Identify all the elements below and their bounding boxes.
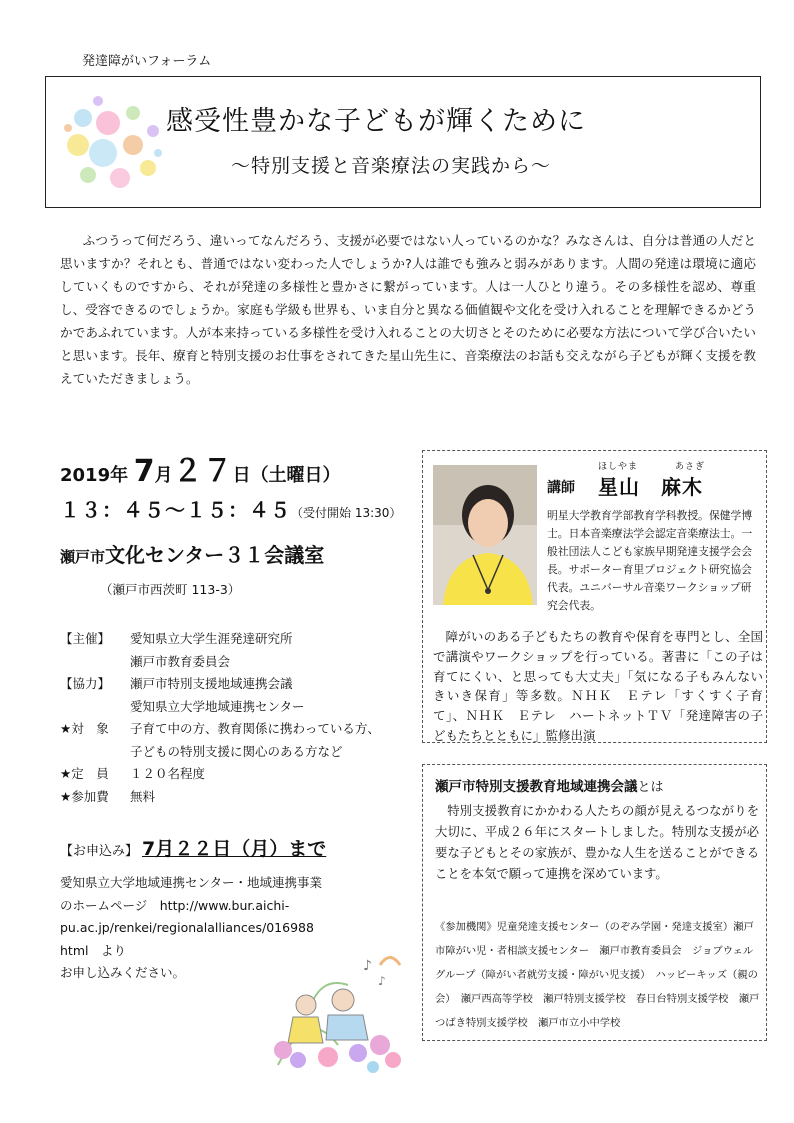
info-key [60, 696, 130, 719]
venue-city: 瀬戸市 [60, 548, 106, 566]
lecturer-ruby-given: あさぎ [675, 462, 706, 472]
apply-url-line[interactable]: のホームページ http://www.bur.aichi- [60, 897, 290, 913]
portrait-image [433, 465, 537, 605]
event-weekday: （土曜日） [250, 465, 341, 486]
series-label: 発達障がいフォーラム [82, 54, 212, 69]
venue-address: （瀬戸市西茨町 113-3） [100, 582, 241, 597]
info-row [60, 628, 380, 651]
bubbles-decoration [58, 83, 170, 198]
children-flowers-illustration [268, 945, 412, 1075]
info-row [60, 696, 380, 719]
lecturer-profile: 障がいのある子どもたちの教育や保育を専門とし、全国で講演やワークショップを行っている。著書に「この子は育てにくい、と思っても大丈夫」「気になる子もみんないきいき保育」等多数。ＮＨＫ Ｅテレ「すくすく子育て」、ＮＨＫ Ｅテレ ハートネットＴＶ「発達障害の子どもたちとともに」監修出演 [433, 629, 763, 743]
event-info-list [60, 628, 380, 808]
info-value: 愛知県立大学生涯発達研究所 [130, 631, 293, 646]
venue-name: 文化センター３１会議室 [105, 543, 325, 567]
info-key [60, 651, 130, 674]
info-row [60, 651, 380, 674]
event-day-unit: 日 [232, 465, 251, 486]
info-row [60, 718, 380, 741]
event-time-range: １３：４５～１５：４５ [60, 498, 291, 522]
apply-deadline [60, 834, 326, 861]
council-box [422, 764, 767, 1041]
reception-time: （受付開始 13:30） [291, 506, 402, 520]
apply-line: お申し込みください。 [60, 965, 186, 980]
event-month: 7 [133, 454, 155, 489]
main-title: 感受性豊かな子どもが輝くために [166, 106, 586, 137]
info-row [60, 763, 380, 786]
event-year-unit: 年 [110, 465, 129, 486]
event-date [60, 446, 341, 490]
deadline-date: 7月２２日（月）まで [142, 838, 327, 860]
info-key: 【協力】 [60, 676, 111, 691]
info-value: 子育て中の方、教育関係に携わっている方、 [130, 721, 380, 736]
apply-line: html より [60, 942, 126, 958]
info-value: 無料 [130, 788, 156, 804]
info-row [60, 673, 380, 696]
event-time [60, 494, 401, 523]
title-box [45, 76, 761, 208]
event-day: ２７ [172, 454, 233, 489]
info-row [60, 786, 380, 809]
info-row [60, 741, 380, 764]
info-key: 【主催】 [60, 631, 111, 646]
council-heading [435, 775, 664, 795]
lecturer-role: 講師 [547, 480, 575, 496]
info-value: 瀬戸市特別支援地域連携会議 [130, 676, 293, 691]
venue [60, 539, 324, 568]
apply-label: 【お申込み】 [60, 844, 139, 859]
council-description: 特別支援教育にかかわる人たちの顔が見えるつながりを大切に、平成２６年にスタートしました。特別な支援が必要な子どもとその家族が、豊かな人生を送ることができることを本気で願って連携を深めています。 [435, 804, 759, 881]
lecturer-bio: 明星大学教育学部教育学科教授。保健学博士。日本音楽療法学会認定音楽療法士。一般社団法人こども家族早期発達支援学会会長。サポーター育里プロジェクト研究協会代表。ユニバーサル音楽ワークショップ研究会代表。 [547, 509, 753, 612]
info-value: 愛知県立大学地域連携センター [130, 698, 305, 714]
info-key: ★参加費 [60, 788, 109, 804]
lecturer-photo [433, 465, 537, 605]
lecturer-name: 星山 麻木 [598, 475, 703, 499]
lecturer-ruby-family: ほしやま [598, 462, 639, 472]
lecturer-box [422, 450, 767, 743]
council-partners: 《参加機関》児童発達支援センター（のぞみ学園・発達支援室）瀬戸市障がい児・者相談支援センター 瀬戸市教育委員会 ジョブウェルグループ（障がい者就労支援・障がい児支援） ハッピーキッズ（親の会） 瀬戸西高等学校 瀬戸特別支援学校 春日台特別支援学校 瀬戸つばき特別支援学校 瀬戸市立小中学校 [435, 921, 760, 1029]
apply-line: 愛知県立大学地域連携センター・地域連携事業 [60, 875, 323, 890]
info-value: 子どもの特別支援に関心のある方など [130, 743, 343, 759]
info-value: 瀬戸市教育委員会 [130, 653, 231, 669]
council-name: 瀬戸市特別支援教育地域連携会議 [435, 779, 638, 795]
event-year: 2019 [60, 465, 111, 486]
svg-text:♪: ♪ [363, 958, 372, 974]
intro-paragraph: ふつうって何だろう、違いってなんだろう、支援が必要ではない人っているのかな？みなさんは、自分は普通の人だと思いますか？それとも、普通ではない変わった人でしょうか?人は誰でも強みと弱みがあります。人間の発達は環境に適応していくものですから、それが発達の多様性と豊かさに繋がっています。人は一人ひとり違う。その多様性を認め、尊重し、受容できるのでしょうか。家庭も学級も世界も、いま自分と異なる価値観や文化を受け入れることを理解できるかどうかであふれています。人が本来持っている多様性を受け入れることの大切さとそのために必要な方法について学び合いたいと思います。長年、療育と特別支援のお仕事をされてきた星山先生に、音楽療法のお話も交えながら子どもが輝く支援を教えていただきましょう。 [60, 233, 756, 386]
subtitle: ～特別支援と音楽療法の実践から～ [231, 155, 552, 177]
info-value: １２０名程度 [130, 766, 206, 781]
apply-url-line[interactable]: pu.ac.jp/renkei/regionalalliances/016988 [60, 920, 314, 935]
event-month-unit: 月 [154, 465, 173, 486]
info-key: ★定 員 [60, 766, 109, 781]
info-key: ★対 象 [60, 721, 109, 736]
svg-text:♪: ♪ [378, 974, 386, 988]
info-key [60, 741, 130, 764]
council-suffix: とは [637, 780, 664, 795]
